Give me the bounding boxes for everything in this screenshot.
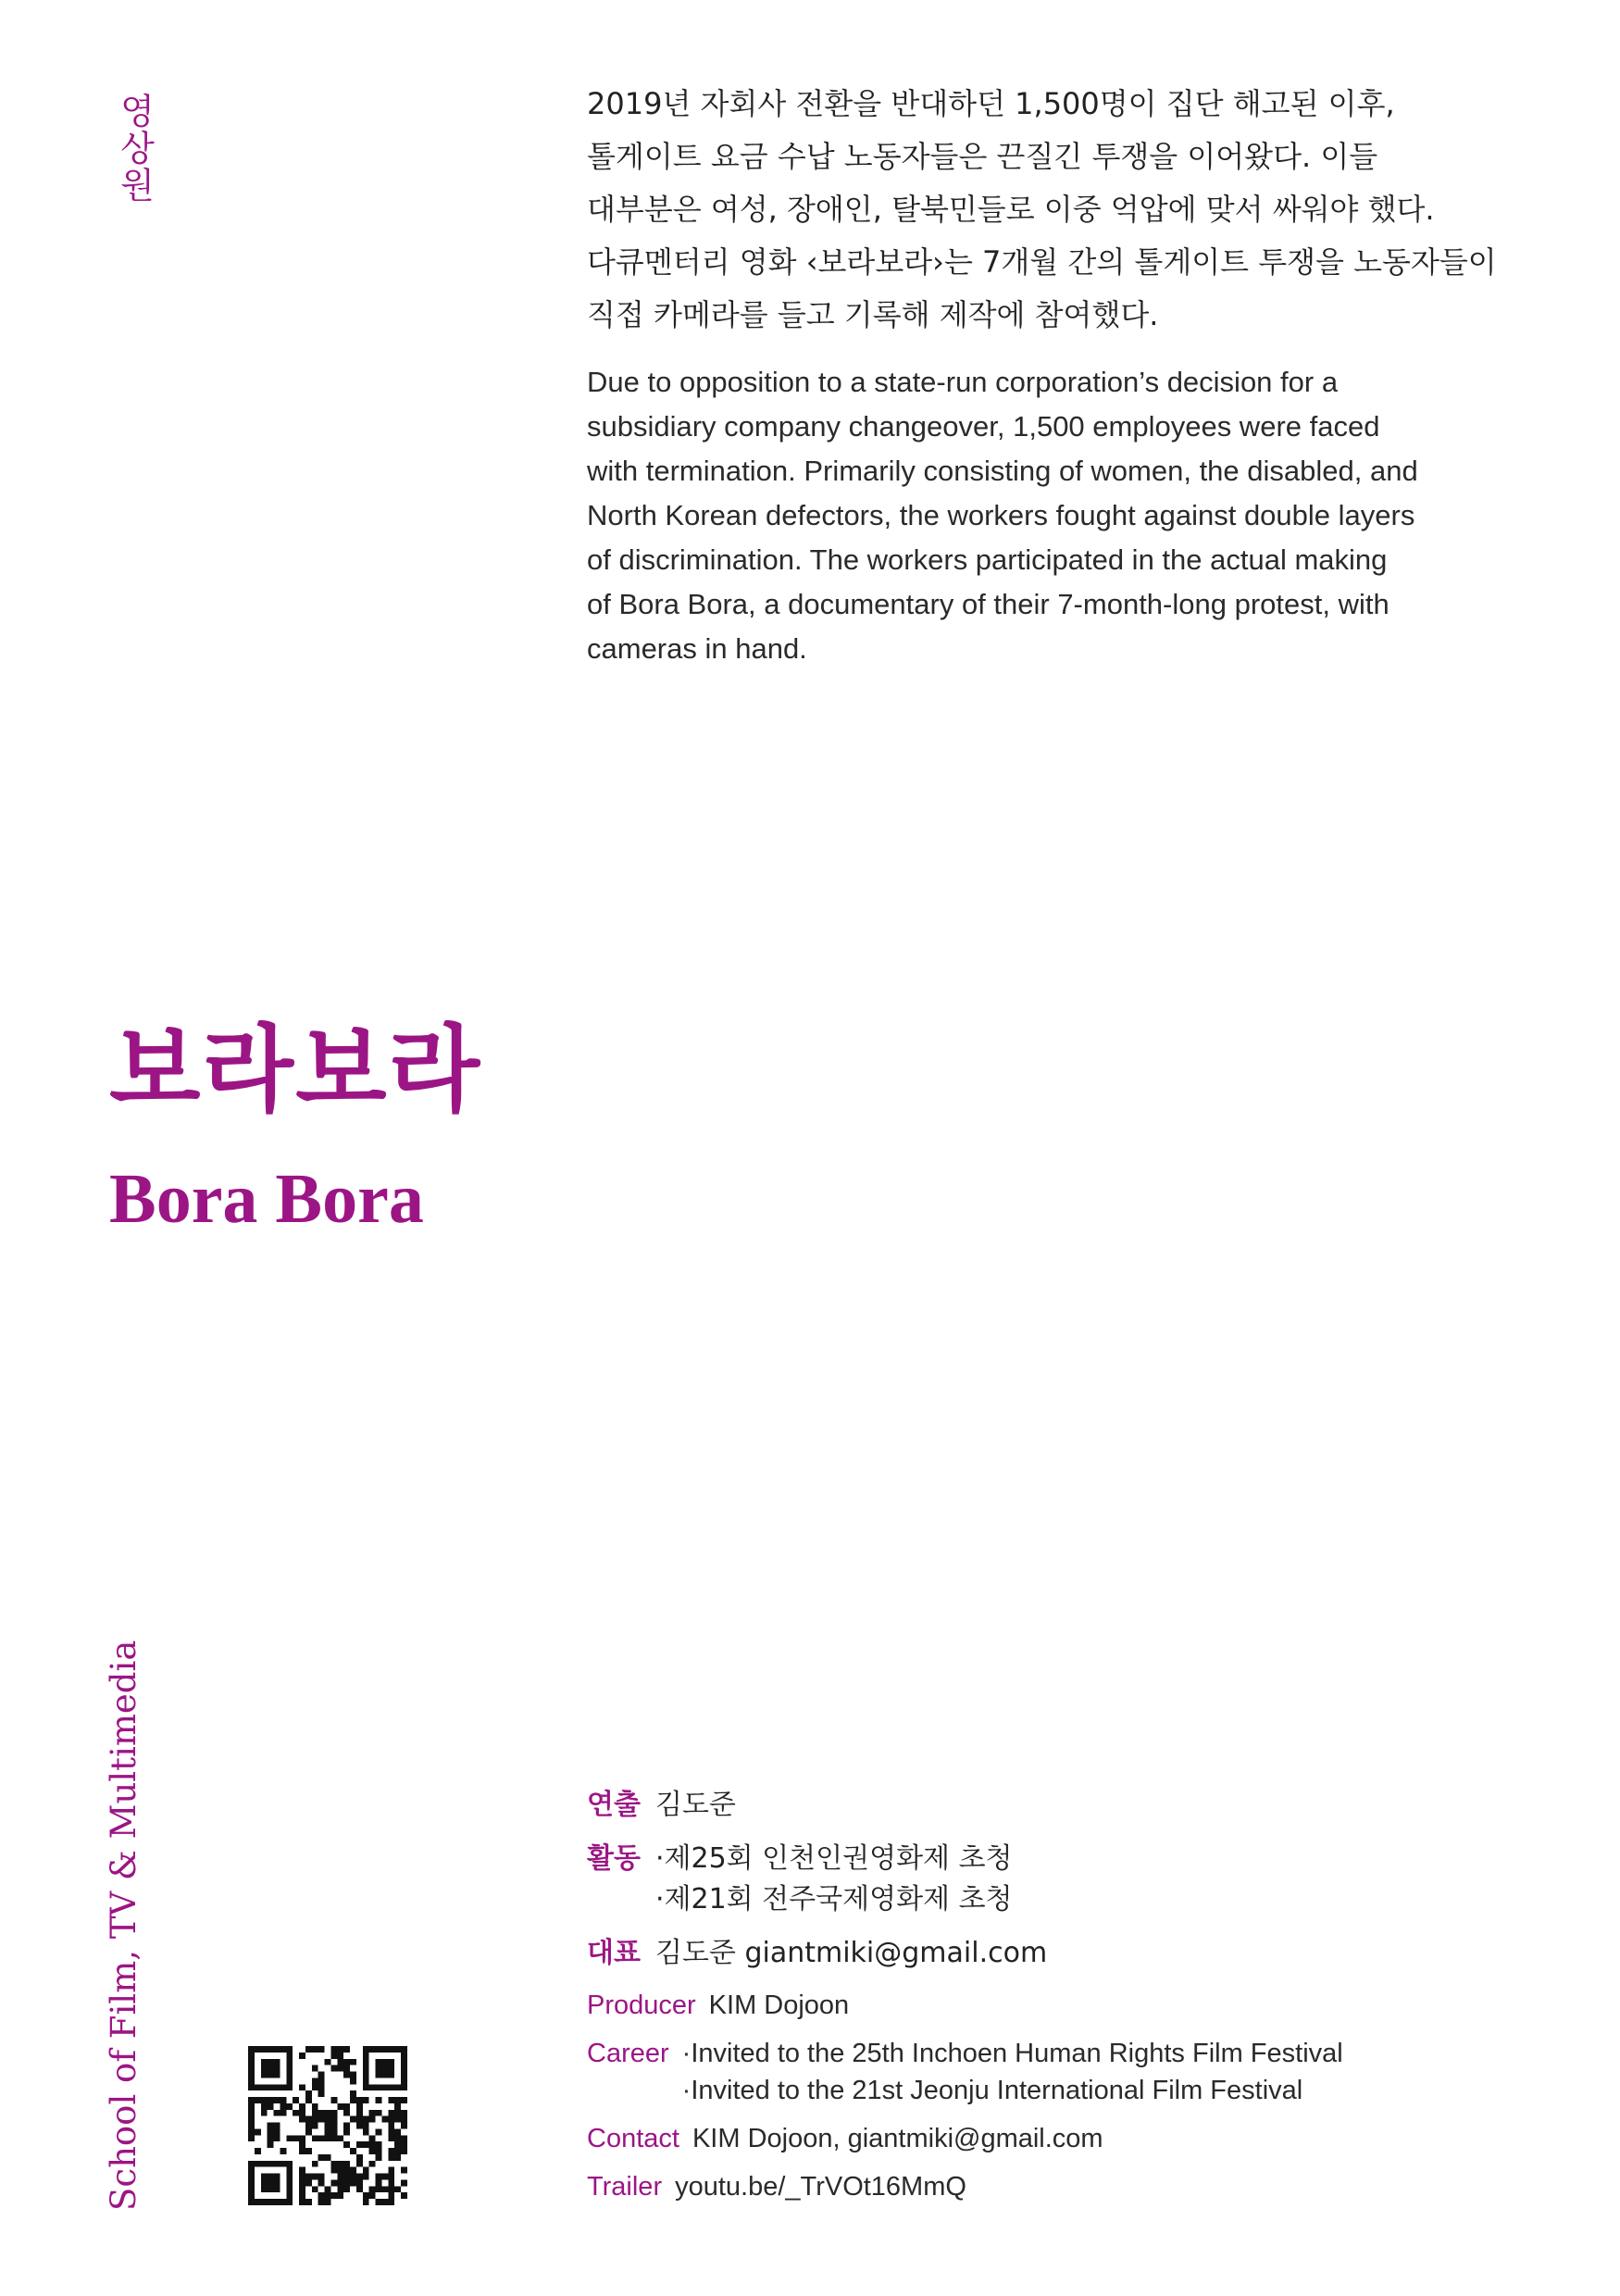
credit-label: 대표 bbox=[587, 1937, 641, 1969]
credit-label: Contact bbox=[587, 2124, 679, 2153]
synopsis-en-line: cameras in hand. bbox=[587, 632, 807, 665]
film-title-ko: 보라보라 bbox=[109, 1015, 482, 1126]
credit-value: ·제21회 전주국제영화제 초청 bbox=[654, 1883, 1013, 1915]
synopsis-en-line: of Bora Bora, a documentary of their 7-month-long protest, with bbox=[587, 588, 1389, 620]
credit-producer bbox=[587, 1987, 1559, 2024]
synopsis-ko-line: 대부분은 여성, 장애인, 탈북민들로 이중 억압에 맞서 싸워야 했다. bbox=[587, 192, 1435, 227]
credit-contact bbox=[587, 2120, 1559, 2157]
credit-label: 활동 bbox=[587, 1842, 641, 1875]
school-label-en: School of Film, TV & Multimedia bbox=[104, 1640, 143, 2211]
credit-value: 김도준 bbox=[654, 1789, 736, 1821]
synopsis-ko bbox=[587, 78, 1513, 342]
credit-value: ·제25회 인천인권영화제 초청 bbox=[654, 1842, 1013, 1875]
credits bbox=[587, 1785, 1559, 2216]
synopsis-ko-line: 톨게이트 요금 수납 노동자들은 끈질긴 투쟁을 이어왔다. 이들 bbox=[587, 139, 1378, 174]
credit-value: ·Invited to the 25th Inchoen Human Rights Film Festival bbox=[681, 2039, 1343, 2068]
credit-value: ·Invited to the 21st Jeonju International Film Festival bbox=[681, 2076, 1303, 2105]
credit-value: KIM Dojoon, giantmiki@gmail.com bbox=[692, 2124, 1103, 2153]
credit-director bbox=[587, 1785, 1559, 1826]
synopsis-en bbox=[587, 360, 1513, 671]
credit-label: Trailer bbox=[587, 2172, 663, 2202]
film-title-en: Bora Bora bbox=[109, 1160, 424, 1238]
credit-career bbox=[587, 2035, 1559, 2109]
department-label-ko: 영상원 bbox=[114, 93, 155, 204]
credit-activity bbox=[587, 1839, 1559, 1920]
qr-code-icon[interactable] bbox=[248, 2046, 407, 2205]
credit-label: Career bbox=[587, 2039, 669, 2068]
synopsis-ko-line: 다큐멘터리 영화 ‹보라보라›는 7개월 간의 톨게이트 투쟁을 노동자들이 bbox=[587, 244, 1497, 280]
trailer-link[interactable]: youtu.be/_TrVOt16MmQ bbox=[675, 2172, 966, 2202]
credit-value: 김도준 giantmiki@gmail.com bbox=[654, 1937, 1048, 1969]
synopsis-en-line: North Korean defectors, the workers fought against double layers bbox=[587, 499, 1415, 531]
credit-label: Producer bbox=[587, 1990, 696, 2020]
credit-label: 연출 bbox=[587, 1789, 641, 1821]
synopsis-ko-line: 직접 카메라를 들고 기록해 제작에 참여했다. bbox=[587, 297, 1159, 332]
synopsis-en-line: of discrimination. The workers participated in the actual making bbox=[587, 543, 1388, 576]
synopsis-en-line: subsidiary company changeover, 1,500 employees were faced bbox=[587, 410, 1380, 443]
credit-trailer bbox=[587, 2168, 1559, 2205]
credit-representative bbox=[587, 1933, 1559, 1974]
credit-value: KIM Dojoon bbox=[708, 1990, 850, 2020]
synopsis-en-line: Due to opposition to a state-run corporation’s decision for a bbox=[587, 366, 1339, 398]
synopsis-ko-line: 2019년 자회사 전환을 반대하던 1,500명이 집단 해고된 이후, bbox=[587, 86, 1395, 121]
synopsis bbox=[587, 78, 1513, 671]
synopsis-en-line: with termination. Primarily consisting of women, the disabled, and bbox=[587, 455, 1418, 487]
